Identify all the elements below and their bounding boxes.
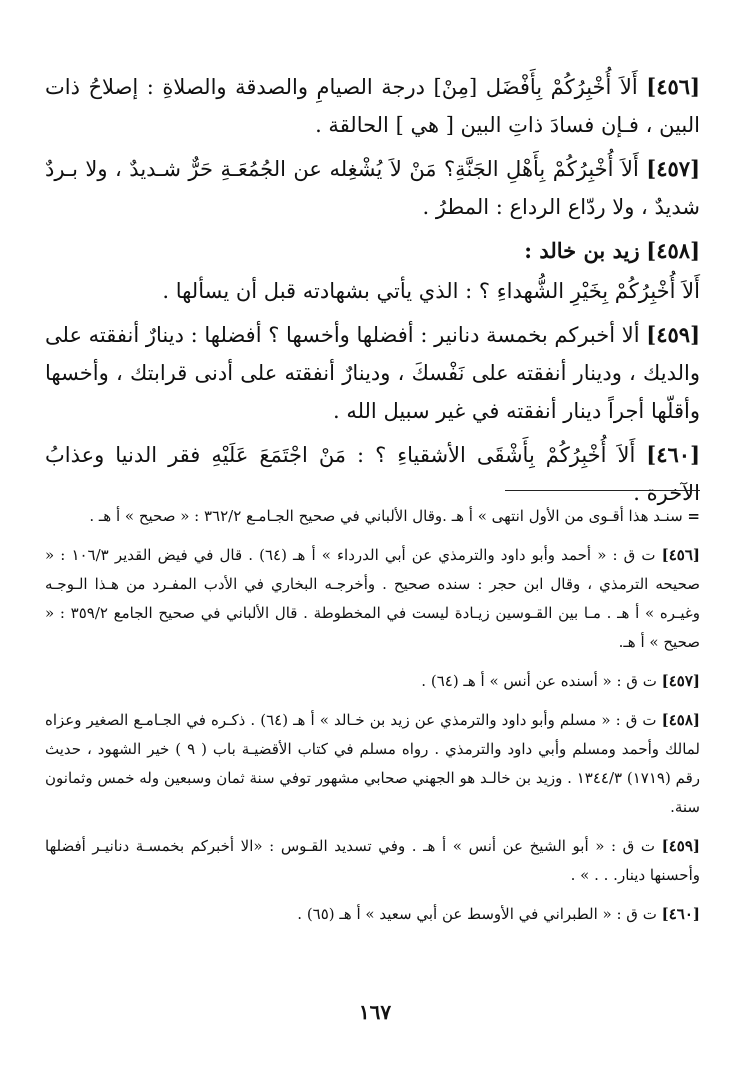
footnote-456 (45, 541, 700, 657)
footnotes (45, 502, 700, 939)
entry-text: أَلاَ أُخْبِرُكُمْ بِأَهْلِ الجَنَّةِ؟ مَنْ لاَ يُشْغِله عن الجُمُعَـةِ حَرٌّ شـديدٌ ، ولا بـردٌ شديدٌ ، ولا ردّاع الرداع : المطرُ . (45, 157, 700, 219)
footnote-text: ت ق : « أسنده عن أنس » أ هـ (٦٤) . (421, 672, 657, 690)
entry-number: [٤٥٩] (646, 322, 700, 347)
footnote-separator-area (45, 490, 700, 492)
entry-number: [٤٦٠] (646, 442, 700, 467)
entry-number: [٤٥٧] (646, 156, 700, 181)
footnote-457 (45, 667, 700, 696)
hadith-459 (45, 316, 700, 430)
entry-number: [٤٥٨] (646, 238, 700, 263)
footnote-separator (505, 490, 700, 491)
footnote-number: [٤٥٦] (661, 546, 700, 564)
footnote-458 (45, 706, 700, 822)
entry-text: أَلاَ أُخْبِرُكُمْ بِخَيْرِ الشُّهداءِ ؟ : الذي يأتي بشهادته قبل أن يسألها . (162, 279, 700, 303)
footnote-number: [٤٥٧] (661, 672, 700, 690)
footnote-number: [٤٦٠] (661, 905, 700, 923)
footnote-number: [٤٥٨] (661, 711, 700, 729)
continuation-mark: = (687, 507, 700, 525)
footnote-text: سنـد هذا أقـوى من الأول انتهى » أ هـ .وقال الألباني في صحيح الجـامـع ٣٦٢/٢ : « صحيح » أ هـ . (89, 507, 683, 525)
footnote-459 (45, 832, 700, 890)
hadith-457 (45, 150, 700, 226)
footnote-460 (45, 900, 700, 929)
footnote-text: ت ق : « مسلم وأبو داود والترمذي عن زيد بن خـالد » أ هـ (٦٤) . ذكـره في الجـامـع الصغير وعزاه لمالك وأحمد ومسلم وأبي داود والترمذي . رواه مسلم في كتاب الأقضيـة باب ( ٩ ) خير الشهود ، حديث رقم (١٧١٩) ١٣٤٤/٣ . وزيد بن خالـد هو الجهني صحابي مشهور توفي سنة ثمان وسبعين وله خمس وثمانون سنة. (45, 711, 701, 816)
page-number: ١٦٧ (358, 1000, 392, 1024)
hadith-458 (45, 272, 700, 310)
hadith-460 (45, 436, 700, 512)
footnote-continuation (45, 502, 700, 531)
entry-text: أَلاَ أُخْبِرُكُمْ بِأَفْضَل [مِنْ] درجة الصيامِ والصدقة والصلاةِ : إصلاحُ ذات البين ، فـإن فسادَ ذاتِ البين [ هي ] الحالقة . (45, 75, 700, 137)
narrator-heading: زيد بن خالد : (524, 238, 640, 263)
footnote-text: ت ق : « الطبراني في الأوسط عن أبي سعيد » أ هـ (٦٥) . (297, 905, 657, 923)
hadith-456 (45, 68, 700, 144)
entry-number: [٤٥٦] (646, 74, 700, 99)
footnote-text: ت ق : « أبو الشيخ عن أنس » أ هـ . وفي تسديد القـوس : «الا أخبركم بخمسـة دنانيـر أفضلها وأحسنها دينار. . . » . (45, 837, 700, 884)
footnote-number: [٤٥٩] (661, 837, 700, 855)
footnote-text: ت ق : « أحمد وأبو داود والترمذي عن أبي الدرداء » أ هـ (٦٤) . قال في فيض القدير ١٠٦/٣ : « صحيحه الترمذي ، وقال ابن حجر : سنده صحيح . وأخرجـه البخاري في الأدب المفـرد من هـذا الـوجـه وغيـره » أ هـ . مـا بين القـوسين زيـادة ليست في المخطوطة . قال الألباني في صحيح الجامع ٣٥٩/٢ : « صحيح » أ هـ. (45, 546, 700, 651)
entry-text: أَلاَ أُخْبِرُكُمْ بِأَشْقَى الأشقياءِ ؟ : مَنْ اجْتَمَعَ عَلَيْهِ فقر الدنيا وعذابُ الآخرة . (45, 443, 700, 505)
hadith-458-heading (45, 232, 700, 270)
entry-text: ألا أخبركم بخمسة دنانير : أفضلها وأخسها ؟ أفضلها : دينارٌ أنفقته على والديك ، ودينار أنفقته على نَفْسكَ ، ودينارٌ أنفقته على أدنى قرابتك ، وأخسها وأقلّها أجراً دينار أنفقته في غير سبيل الله . (45, 323, 700, 423)
main-text (45, 68, 700, 518)
